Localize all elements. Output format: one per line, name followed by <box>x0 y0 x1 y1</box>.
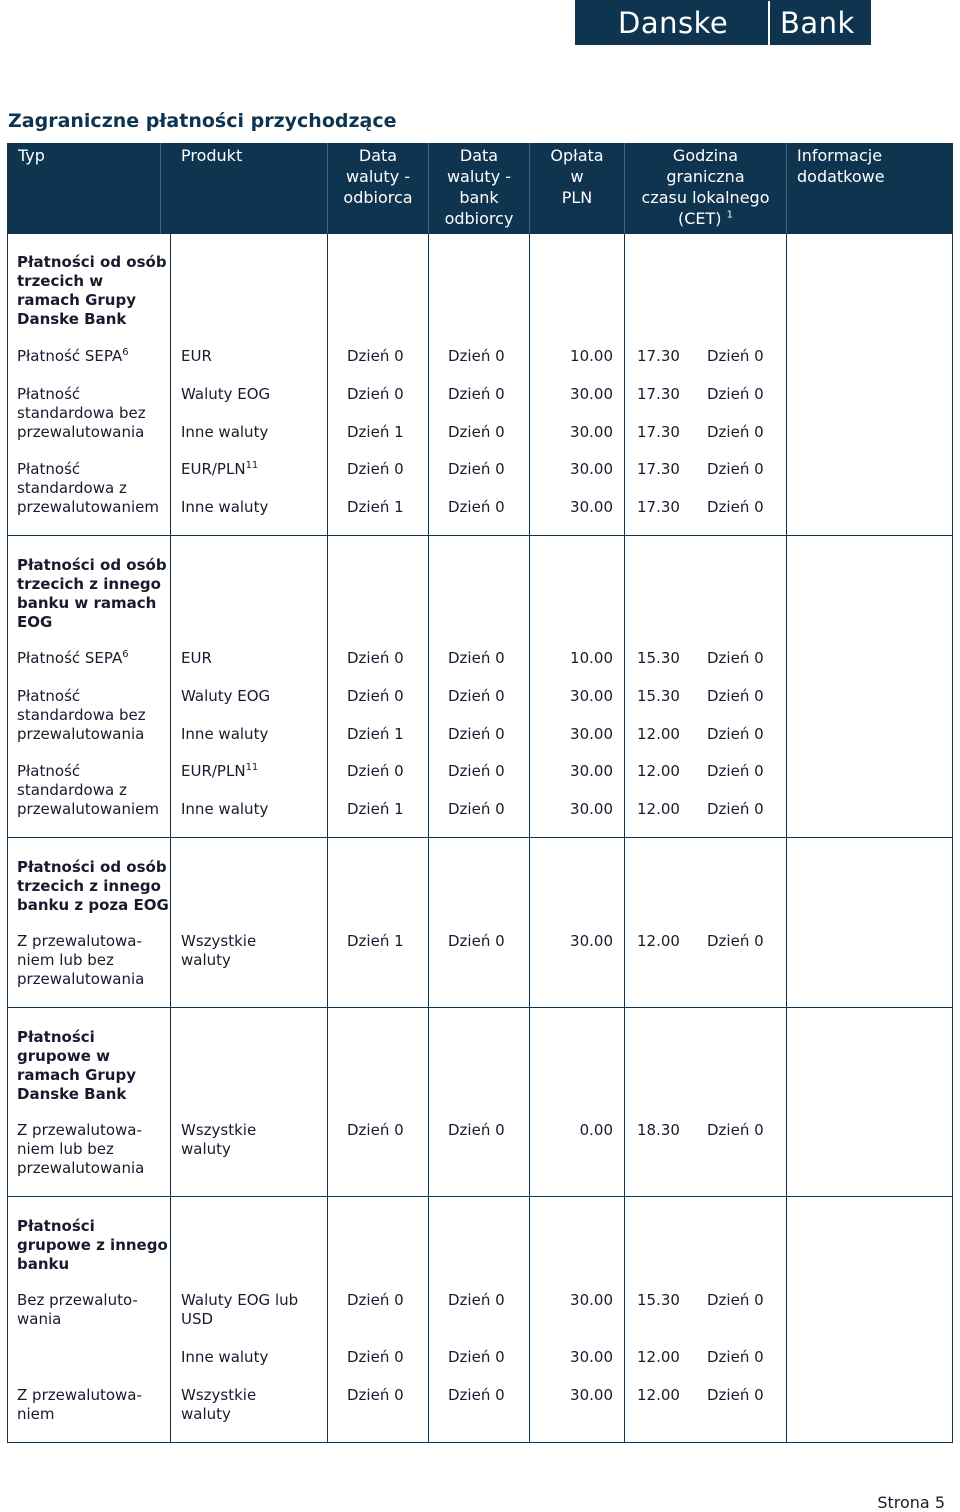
additional-info: Dzień 0 <box>707 1386 764 1404</box>
section-title: trzecich w <box>17 272 104 290</box>
value-date-bank: Dzień 0 <box>448 1121 505 1139</box>
row-product: EUR <box>181 347 212 365</box>
section-title: Płatności od osób <box>17 253 167 271</box>
value-date-bank: Dzień 0 <box>448 385 505 403</box>
footnote-ref: 11 <box>245 460 259 471</box>
header-divider <box>786 143 787 234</box>
section-divider <box>7 1196 953 1197</box>
row-product: Wszystkie <box>181 932 257 950</box>
section-title: EOG <box>17 613 53 631</box>
header-line: bank <box>459 188 499 207</box>
section-title: grupowe z innego <box>17 1236 168 1254</box>
value-date-bank: Dzień 0 <box>448 1348 505 1366</box>
value-date-bank: Dzień 0 <box>448 649 505 667</box>
row-product: waluty <box>181 1405 231 1423</box>
row-type: Płatność <box>17 385 81 403</box>
row-product: USD <box>181 1310 214 1328</box>
row-type: standardowa z <box>17 479 127 497</box>
value-date-recipient: Dzień 0 <box>347 1348 404 1366</box>
section-divider <box>7 1007 953 1008</box>
footnote-ref: 11 <box>245 762 259 773</box>
value-date-recipient: Dzień 1 <box>347 932 404 950</box>
value-date-bank: Dzień 0 <box>448 347 505 365</box>
row-product: Inne waluty <box>181 800 269 818</box>
section-title: banku <box>17 1255 70 1273</box>
header-typ-text: Typ <box>18 146 45 165</box>
section-title: trzecich z innego <box>17 877 161 895</box>
value-date-recipient: Dzień 0 <box>347 347 404 365</box>
value-date-recipient: Dzień 0 <box>347 460 404 478</box>
fee-pln: 30.00 <box>570 725 613 743</box>
row-type: przewalutowania <box>17 725 145 743</box>
fee-pln: 30.00 <box>570 762 613 780</box>
logo-separator <box>768 1 770 46</box>
row-product: waluty <box>181 1140 231 1158</box>
value-date-bank: Dzień 0 <box>448 423 505 441</box>
fee-pln: 30.00 <box>570 1348 613 1366</box>
value-date-recipient: Dzień 0 <box>347 1121 404 1139</box>
fees-table <box>7 143 953 1443</box>
row-type: przewalutowania <box>17 1159 145 1177</box>
value-date-recipient: Dzień 0 <box>347 649 404 667</box>
fee-pln: 10.00 <box>570 649 613 667</box>
section-title: grupowe w <box>17 1047 110 1065</box>
header-godzina <box>625 143 786 234</box>
value-date-recipient: Dzień 0 <box>347 687 404 705</box>
additional-info: Dzień 0 <box>707 1348 764 1366</box>
section-title: banku w ramach <box>17 594 157 612</box>
header-line: odbiorcy <box>444 209 514 228</box>
footnote-ref: 6 <box>122 649 129 660</box>
row-type: standardowa bez <box>17 706 146 724</box>
section-title: Danske Bank <box>17 1085 127 1103</box>
fee-pln: 30.00 <box>570 800 613 818</box>
fee-pln: 10.00 <box>570 347 613 365</box>
row-product: Wszystkie <box>181 1386 257 1404</box>
page-title: Zagraniczne płatności przychodzące <box>8 110 397 132</box>
cutoff-time: 17.30 <box>637 385 680 403</box>
header-line: waluty - <box>345 167 411 186</box>
row-product: EUR/PLN$^{11}$ <box>181 762 259 780</box>
section-title: Danske Bank <box>17 310 127 328</box>
additional-info: Dzień 0 <box>707 423 764 441</box>
header-line: graniczna <box>666 167 745 186</box>
header-line: Godzina <box>672 146 739 165</box>
section-title: ramach Grupy <box>17 291 136 309</box>
value-date-bank: Dzień 0 <box>448 762 505 780</box>
row-type: wania <box>17 1310 62 1328</box>
cutoff-time: 15.30 <box>637 649 680 667</box>
header-line: Informacje <box>797 146 883 165</box>
value-date-recipient: Dzień 1 <box>347 800 404 818</box>
row-product: Inne waluty <box>181 498 269 516</box>
header-line <box>625 208 786 229</box>
value-date-bank: Dzień 0 <box>448 1291 505 1309</box>
fee-pln: 30.00 <box>570 460 613 478</box>
additional-info: Dzień 0 <box>707 385 764 403</box>
logo-word-bank: Bank <box>780 5 855 40</box>
row-product: Waluty EOG <box>181 687 271 705</box>
additional-info: Dzień 0 <box>707 460 764 478</box>
row-type: Z przewalutowa- <box>17 1386 142 1404</box>
header-line: Opłata <box>550 146 604 165</box>
row-product: Waluty EOG lub <box>181 1291 299 1309</box>
fee-pln: 30.00 <box>570 423 613 441</box>
additional-info: Dzień 0 <box>707 347 764 365</box>
additional-info: Dzień 0 <box>707 687 764 705</box>
row-type: Płatność <box>17 762 81 780</box>
value-date-recipient: Dzień 0 <box>347 762 404 780</box>
cutoff-time: 12.00 <box>637 800 680 818</box>
grid-line <box>529 234 530 1443</box>
cutoff-time: 17.30 <box>637 460 680 478</box>
row-type: przewalutowania <box>17 423 145 441</box>
section-title: Płatności od osób <box>17 858 167 876</box>
logo-word-danske: Danske <box>618 5 729 40</box>
row-type: standardowa bez <box>17 404 146 422</box>
header-oplata <box>530 143 624 234</box>
header-line: w <box>570 167 584 186</box>
grid-line <box>170 234 171 1443</box>
header-line: PLN <box>561 188 593 207</box>
additional-info: Dzień 0 <box>707 800 764 818</box>
value-date-bank: Dzień 0 <box>448 498 505 516</box>
cutoff-time: 12.00 <box>637 762 680 780</box>
row-product: EUR <box>181 649 212 667</box>
cutoff-time: 12.00 <box>637 932 680 950</box>
value-date-bank: Dzień 0 <box>448 800 505 818</box>
cutoff-time: 17.30 <box>637 347 680 365</box>
cutoff-time: 18.30 <box>637 1121 680 1139</box>
grid-line <box>327 234 328 1443</box>
cutoff-time: 12.00 <box>637 1386 680 1404</box>
header-line: odbiorca <box>343 188 413 207</box>
row-type: przewalutowaniem <box>17 498 159 516</box>
fee-pln: 30.00 <box>570 1386 613 1404</box>
cutoff-time: 12.00 <box>637 725 680 743</box>
value-date-bank: Dzień 0 <box>448 932 505 950</box>
additional-info: Dzień 0 <box>707 649 764 667</box>
row-type: niem <box>17 1405 55 1423</box>
header-line: waluty - <box>446 167 512 186</box>
row-type: przewalutowaniem <box>17 800 159 818</box>
additional-info: Dzień 0 <box>707 762 764 780</box>
value-date-recipient: Dzień 0 <box>347 385 404 403</box>
fee-pln: 0.00 <box>579 1121 613 1139</box>
header-produkt <box>181 143 321 234</box>
header-line: Data <box>459 146 499 165</box>
danske-bank-logo <box>575 0 871 45</box>
row-product: EUR/PLN$^{11}$ <box>181 460 259 478</box>
fee-pln: 30.00 <box>570 385 613 403</box>
section-title: Płatności <box>17 1217 95 1235</box>
header-cet: (CET) <box>677 209 722 228</box>
value-date-bank: Dzień 0 <box>448 460 505 478</box>
additional-info: Dzień 0 <box>707 1291 764 1309</box>
page-number: Strona 5 <box>877 1493 945 1512</box>
row-type: przewalutowania <box>17 970 145 988</box>
grid-line <box>428 234 429 1443</box>
fee-pln: 30.00 <box>570 1291 613 1309</box>
cutoff-time: 15.30 <box>637 687 680 705</box>
header-line: Data <box>358 146 398 165</box>
row-type: niem lub bez <box>17 951 114 969</box>
cutoff-time: 12.00 <box>637 1348 680 1366</box>
value-date-bank: Dzień 0 <box>448 1386 505 1404</box>
section-title: banku z poza EOG <box>17 896 169 914</box>
header-divider <box>160 143 161 234</box>
header-line: czasu lokalnego <box>641 188 770 207</box>
header-data-bank <box>429 143 529 234</box>
section-divider <box>7 535 953 536</box>
header-produkt-text: Produkt <box>181 146 243 165</box>
table-body-frame <box>7 234 953 1443</box>
additional-info: Dzień 0 <box>707 498 764 516</box>
fee-pln: 30.00 <box>570 687 613 705</box>
header-typ <box>18 143 158 234</box>
footnote-ref: 6 <box>122 347 129 358</box>
row-product: Inne waluty <box>181 423 269 441</box>
row-type: Płatność <box>17 460 81 478</box>
row-product: Inne waluty <box>181 1348 269 1366</box>
row-type: Płatność <box>17 687 81 705</box>
fee-pln: 30.00 <box>570 932 613 950</box>
footnote-ref: 1 <box>726 209 733 221</box>
row-type: Z przewalutowa- <box>17 1121 142 1139</box>
section-title: Płatności <box>17 1028 95 1046</box>
row-product: Inne waluty <box>181 725 269 743</box>
grid-line <box>624 234 625 1443</box>
value-date-recipient: Dzień 0 <box>347 1291 404 1309</box>
header-data-odbiorca <box>328 143 428 234</box>
row-product: Waluty EOG <box>181 385 271 403</box>
row-product: Wszystkie <box>181 1121 257 1139</box>
additional-info: Dzień 0 <box>707 725 764 743</box>
value-date-bank: Dzień 0 <box>448 687 505 705</box>
cutoff-time: 17.30 <box>637 423 680 441</box>
table-header <box>7 143 953 234</box>
value-date-recipient: Dzień 1 <box>347 725 404 743</box>
section-title: ramach Grupy <box>17 1066 136 1084</box>
header-line: dodatkowe <box>797 167 885 186</box>
value-date-bank: Dzień 0 <box>448 725 505 743</box>
row-type: Z przewalutowa- <box>17 932 142 950</box>
row-type: Płatność SEPA$^6$ <box>17 347 129 365</box>
fee-pln: 30.00 <box>570 498 613 516</box>
value-date-recipient: Dzień 1 <box>347 498 404 516</box>
cutoff-time: 17.30 <box>637 498 680 516</box>
row-type: standardowa z <box>17 781 127 799</box>
grid-line <box>786 234 787 1443</box>
row-type: Płatność SEPA$^6$ <box>17 649 129 667</box>
additional-info: Dzień 0 <box>707 1121 764 1139</box>
row-product: waluty <box>181 951 231 969</box>
row-type: Bez przewaluto- <box>17 1291 138 1309</box>
section-title: trzecich z innego <box>17 575 161 593</box>
cutoff-time: 15.30 <box>637 1291 680 1309</box>
section-divider <box>7 837 953 838</box>
additional-info: Dzień 0 <box>707 932 764 950</box>
section-title: Płatności od osób <box>17 556 167 574</box>
row-type: niem lub bez <box>17 1140 114 1158</box>
header-informacje <box>797 143 947 234</box>
value-date-recipient: Dzień 1 <box>347 423 404 441</box>
value-date-recipient: Dzień 0 <box>347 1386 404 1404</box>
